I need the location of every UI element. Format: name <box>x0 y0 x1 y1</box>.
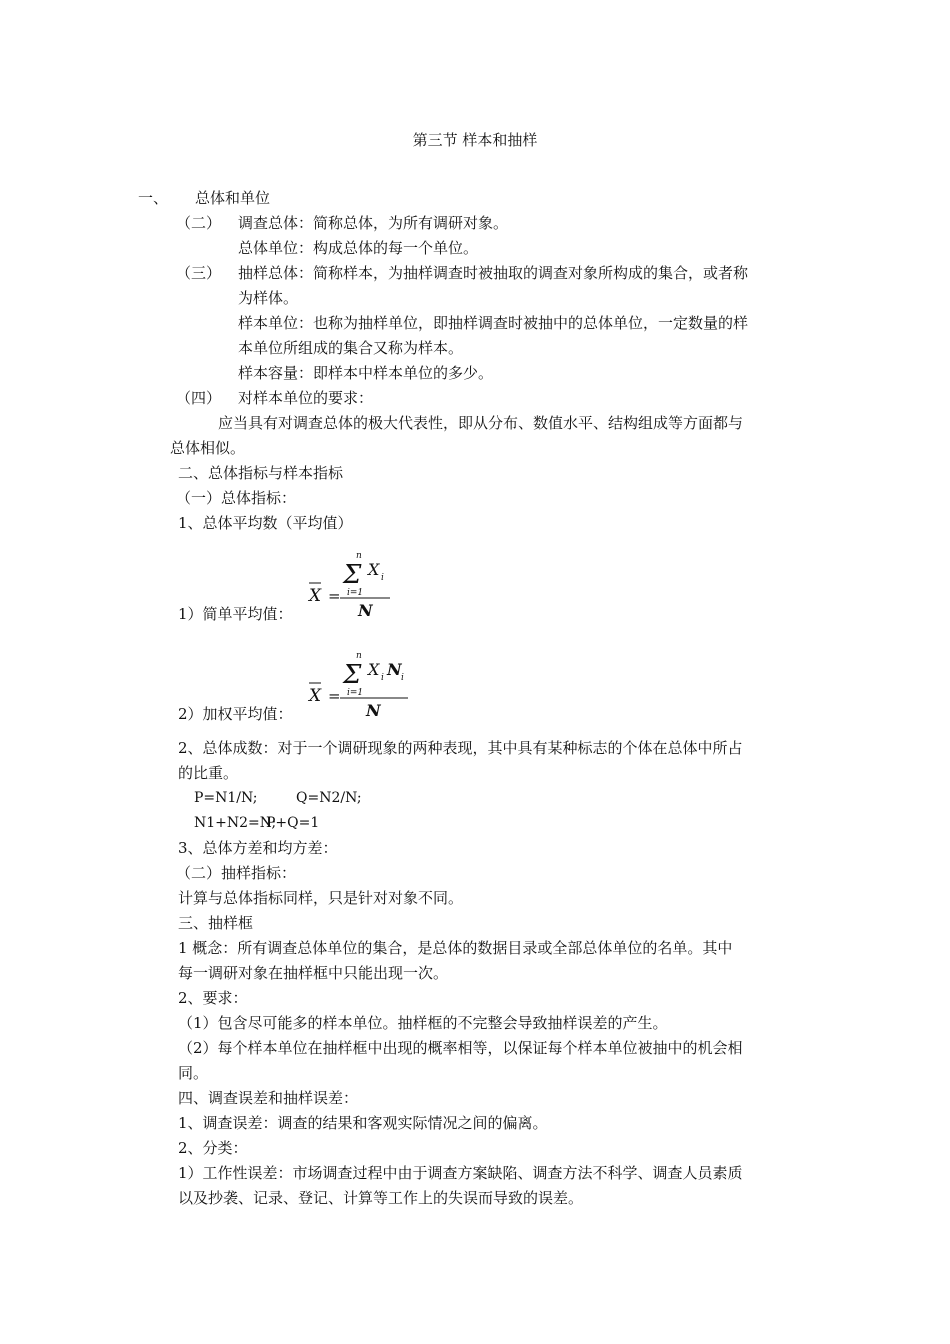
denominator: N <box>366 701 381 720</box>
paragraph-line: 应当具有对调查总体的极大代表性，即从分布、数值水平、结构组成等方面都与 <box>218 414 744 432</box>
paragraph-line: 总体相似。 <box>170 439 246 457</box>
item-number-3: （三） <box>176 264 222 282</box>
text-line: 同。 <box>178 1064 209 1082</box>
item-number-4: （四） <box>176 389 222 407</box>
sum-upper: n <box>356 651 362 661</box>
sum-lower: i=1 <box>347 688 364 698</box>
section-heading-4: 四、调查误差和抽样误差： <box>178 1089 359 1107</box>
formula-lhs: X <box>309 586 322 606</box>
sum-lower: i=1 <box>347 588 364 598</box>
sum-upper: n <box>356 551 362 561</box>
svg-text:Σ: Σ <box>343 560 362 590</box>
item-number-2: （二） <box>176 214 222 232</box>
text-line: 调查总体：简称总体，为所有调研对象。 <box>238 214 509 232</box>
numerator-var2: N <box>387 660 402 679</box>
numerator-sub2: i <box>401 673 404 683</box>
text-line: 3、总体方差和均方差： <box>178 839 338 857</box>
text-line: 的比重。 <box>178 764 239 782</box>
text-line: （2）每个样本单位在抽样框中出现的概率相等，以保证每个样本单位被抽中的机会相 <box>178 1039 743 1057</box>
numerator-var: X <box>368 660 380 679</box>
numerator-var: X <box>368 560 380 579</box>
text-line: 总体单位：构成总体的每一个单位。 <box>238 239 479 257</box>
text-line: 2、要求： <box>178 989 248 1007</box>
text-line: 以及抄袭、记录、登记、计算等工作上的失误而导致的误差。 <box>178 1189 584 1207</box>
numerator-sub: i <box>381 673 384 683</box>
text-line: 为样体。 <box>238 289 299 307</box>
text-line: 1、总体平均数（平均值） <box>178 514 353 532</box>
page-title: 第三节 样本和抽样 <box>412 131 538 149</box>
text-line: 2、分类： <box>178 1139 248 1157</box>
section-number-1: 一、 <box>138 189 169 207</box>
denominator: N <box>358 601 373 620</box>
text-line: 样本容量：即样本中样本单位的多少。 <box>238 364 494 382</box>
text-line: 计算与总体指标同样，只是针对对象不同。 <box>178 889 464 907</box>
subsection-heading: （二）抽样指标： <box>176 864 297 882</box>
formula-eq: = <box>328 687 341 705</box>
text-line: 2）加权平均值： <box>178 705 293 723</box>
text-line: 1）简单平均值： <box>178 605 293 623</box>
equation: P=N1/N; <box>194 790 258 806</box>
text-line: 2、总体成数：对于一个调研现象的两种表现，其中具有某种标志的个体在总体中所占 <box>178 739 743 757</box>
svg-text:Σ: Σ <box>343 660 362 690</box>
section-heading-2: 二、总体指标与样本指标 <box>178 464 344 482</box>
text-line: 每一调研对象在抽样框中只能出现一次。 <box>178 964 449 982</box>
formula-eq: = <box>328 587 341 605</box>
section-heading-1: 总体和单位 <box>195 189 271 207</box>
section-heading-3: 三、抽样框 <box>178 914 254 932</box>
equation: N1+N2=N; <box>194 815 277 831</box>
subsection-heading: （一）总体指标： <box>176 489 297 507</box>
text-line: 对样本单位的要求： <box>238 389 374 407</box>
text-line: 样本单位：也称为抽样单位，即抽样调查时被抽中的总体单位，一定数量的样 <box>238 314 749 332</box>
numerator-sub: i <box>381 573 384 583</box>
equation: P+Q=1 <box>266 815 320 831</box>
equation: Q=N2/N; <box>296 790 362 806</box>
formula-lhs: X <box>309 686 322 706</box>
text-line: 1 概念：所有调查总体单位的集合，是总体的数据目录或全部总体单位的名单。其中 <box>178 939 733 957</box>
text-line: 1、调查误差：调查的结果和客观实际情况之间的偏离。 <box>178 1114 548 1132</box>
text-line: 本单位所组成的集合又称为样本。 <box>238 339 464 357</box>
weighted-mean-formula <box>300 645 420 725</box>
text-line: （1）包含尽可能多的样本单位。抽样框的不完整会导致抽样误差的产生。 <box>178 1014 668 1032</box>
text-line: 抽样总体：简称样本，为抽样调查时被抽取的调查对象所构成的集合，或者称 <box>238 264 749 282</box>
simple-mean-formula <box>300 545 410 625</box>
text-line: 1）工作性误差：市场调查过程中由于调查方案缺陷、调查方法不科学、调查人员素质 <box>178 1164 743 1182</box>
